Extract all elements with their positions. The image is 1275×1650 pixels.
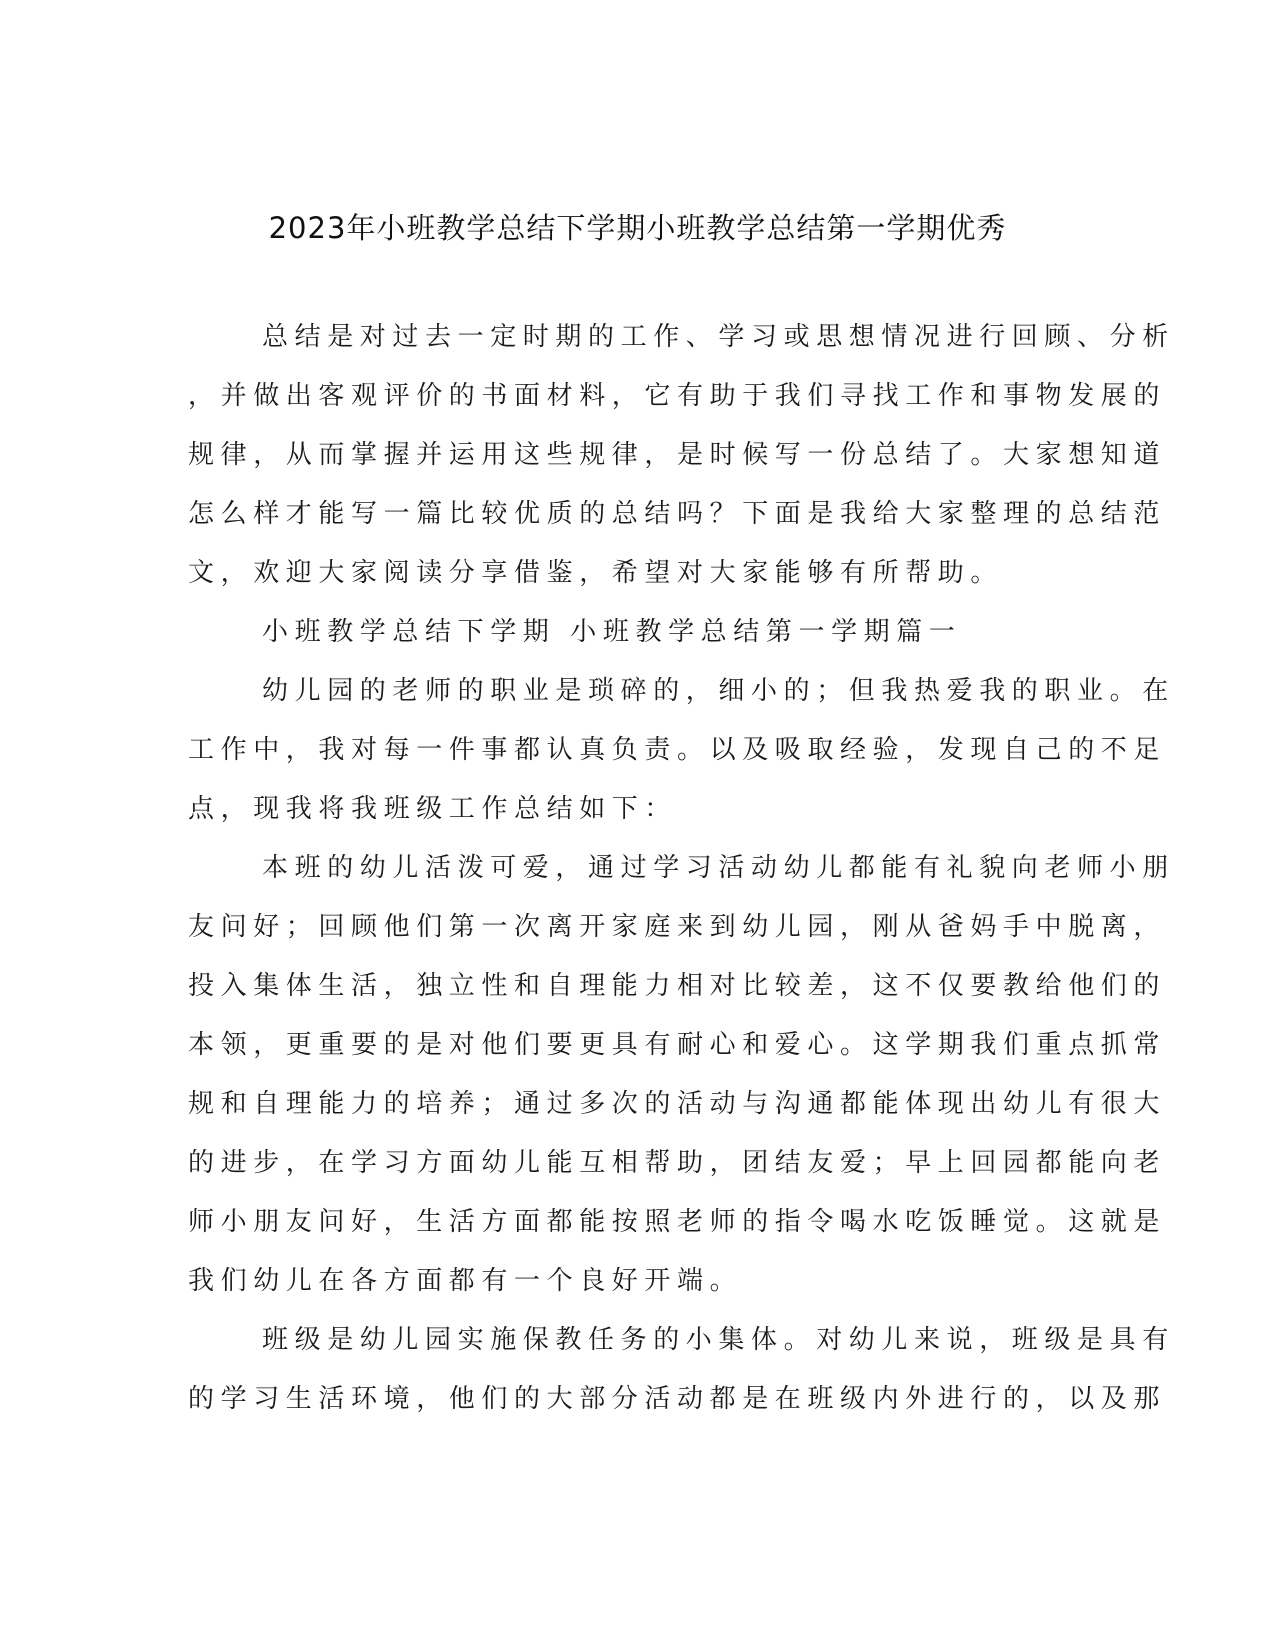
paragraph-line: 班级是幼儿园实施保教任务的小集体。对幼儿来说，班级是具有 [262, 1325, 1175, 1355]
paragraph-line: 总结是对过去一定时期的工作、学习或思想情况进行回顾、分析 [262, 322, 1175, 352]
paragraph-line: 友问好；回顾他们第一次离开家庭来到幼儿园，刚从爸妈手中脱离， [188, 912, 1167, 942]
paragraph-line: 本班的幼儿活泼可爱，通过学习活动幼儿都能有礼貌向老师小朋 [262, 853, 1175, 883]
paragraph-line: 的进步，在学习方面幼儿能互相帮助，团结友爱；早上回园都能向老 [188, 1148, 1167, 1178]
paragraph-line: ，并做出客观评价的书面材料，它有助于我们寻找工作和事物发展的 [188, 381, 1167, 411]
paragraph-line: 怎么样才能写一篇比较优质的总结吗？下面是我给大家整理的总结范 [188, 499, 1167, 529]
paragraph-line: 本领，更重要的是对他们要更具有耐心和爱心。这学期我们重点抓常 [188, 1030, 1167, 1060]
document-title: 2023年小班教学总结下学期小班教学总结第一学期优秀 [268, 211, 1007, 245]
paragraph-line: 师小朋友问好，生活方面都能按照老师的指令喝水吃饭睡觉。这就是 [188, 1207, 1167, 1237]
paragraph-line: 幼儿园的老师的职业是琐碎的，细小的；但我热爱我的职业。在 [262, 676, 1175, 706]
paragraph-line: 的学习生活环境，他们的大部分活动都是在班级内外进行的，以及那 [188, 1384, 1167, 1414]
paragraph-line: 点，现我将我班级工作总结如下： [188, 794, 678, 824]
paragraph-line: 规律，从而掌握并运用这些规律，是时候写一份总结了。大家想知道 [188, 440, 1167, 470]
paragraph-line: 文，欢迎大家阅读分享借鉴，希望对大家能够有所帮助。 [188, 558, 1004, 588]
section-heading: 小班教学总结下学期 小班教学总结第一学期篇一 [262, 617, 962, 647]
paragraph-line: 我们幼儿在各方面都有一个良好开端。 [188, 1266, 743, 1296]
paragraph-line: 投入集体生活，独立性和自理能力相对比较差，这不仅要教给他们的 [188, 971, 1167, 1001]
paragraph-line: 规和自理能力的培养；通过多次的活动与沟通都能体现出幼儿有很大 [188, 1089, 1167, 1119]
paragraph-line: 工作中，我对每一件事都认真负责。以及吸取经验，发现自己的不足 [188, 735, 1167, 765]
